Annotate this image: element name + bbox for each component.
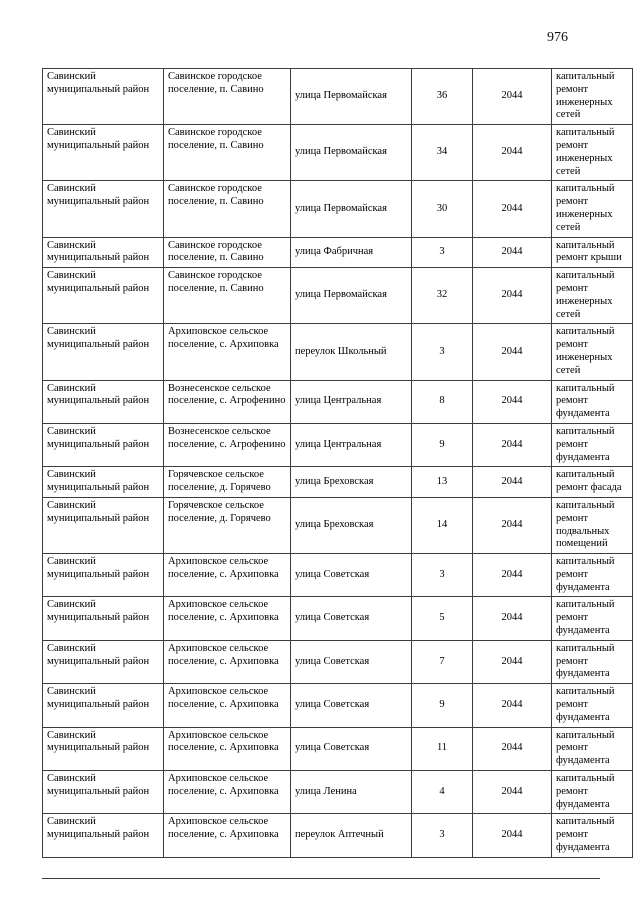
cell-work: капитальный ремонт фундамента xyxy=(552,814,633,857)
cell-work: капитальный ремонт фундамента xyxy=(552,771,633,814)
table-row xyxy=(43,771,633,814)
table-row xyxy=(43,324,633,380)
cell-year: 2044 xyxy=(473,380,552,423)
cell-year: 2044 xyxy=(473,597,552,640)
cell-house: 7 xyxy=(412,640,473,683)
cell-year: 2044 xyxy=(473,554,552,597)
cell-street: улица Бреховская xyxy=(291,497,412,553)
cell-district: Савинский муниципальный район xyxy=(43,324,164,380)
cell-district: Савинский муниципальный район xyxy=(43,125,164,181)
cell-settlement: Горячевское сельское поселение, д. Горячево xyxy=(164,497,291,553)
cell-street: улица Центральная xyxy=(291,380,412,423)
table-row xyxy=(43,423,633,466)
cell-street: улица Советская xyxy=(291,597,412,640)
repair-program-table xyxy=(42,68,633,858)
cell-district: Савинский муниципальный район xyxy=(43,497,164,553)
cell-year: 2044 xyxy=(473,181,552,237)
cell-year: 2044 xyxy=(473,268,552,324)
cell-year: 2044 xyxy=(473,237,552,268)
bottom-rule xyxy=(42,878,600,879)
cell-house: 9 xyxy=(412,684,473,727)
cell-work: капитальный ремонт фундамента xyxy=(552,423,633,466)
table-row xyxy=(43,640,633,683)
cell-district: Савинский муниципальный район xyxy=(43,771,164,814)
table-body xyxy=(43,69,633,858)
cell-work: капитальный ремонт фундамента xyxy=(552,380,633,423)
table-row xyxy=(43,125,633,181)
cell-settlement: Архиповское сельское поселение, с. Архиповка xyxy=(164,640,291,683)
cell-street: улица Бреховская xyxy=(291,467,412,498)
cell-house: 3 xyxy=(412,324,473,380)
cell-work: капитальный ремонт подвальных помещений xyxy=(552,497,633,553)
cell-work: капитальный ремонт инженерных сетей xyxy=(552,181,633,237)
cell-district: Савинский муниципальный район xyxy=(43,69,164,125)
cell-settlement: Савинское городское поселение, п. Савино xyxy=(164,237,291,268)
page-number: 976 xyxy=(547,30,568,45)
cell-house: 30 xyxy=(412,181,473,237)
cell-district: Савинский муниципальный район xyxy=(43,814,164,857)
cell-street: улица Советская xyxy=(291,640,412,683)
cell-street: улица Первомайская xyxy=(291,69,412,125)
cell-year: 2044 xyxy=(473,423,552,466)
cell-work: капитальный ремонт фасада xyxy=(552,467,633,498)
cell-district: Савинский муниципальный район xyxy=(43,640,164,683)
cell-district: Савинский муниципальный район xyxy=(43,597,164,640)
table-row xyxy=(43,727,633,770)
cell-work: капитальный ремонт фундамента xyxy=(552,554,633,597)
cell-work: капитальный ремонт инженерных сетей xyxy=(552,268,633,324)
cell-year: 2044 xyxy=(473,497,552,553)
cell-year: 2044 xyxy=(473,771,552,814)
table-row xyxy=(43,467,633,498)
cell-street: улица Советская xyxy=(291,554,412,597)
cell-settlement: Вознесенское сельское поселение, с. Агрофенино xyxy=(164,380,291,423)
cell-street: улица Фабричная xyxy=(291,237,412,268)
cell-settlement: Савинское городское поселение, п. Савино xyxy=(164,181,291,237)
cell-settlement: Савинское городское поселение, п. Савино xyxy=(164,125,291,181)
cell-house: 3 xyxy=(412,554,473,597)
cell-district: Савинский муниципальный район xyxy=(43,268,164,324)
cell-street: улица Первомайская xyxy=(291,181,412,237)
cell-district: Савинский муниципальный район xyxy=(43,237,164,268)
cell-settlement: Архиповское сельское поселение, с. Архиповка xyxy=(164,727,291,770)
cell-house: 13 xyxy=(412,467,473,498)
cell-settlement: Архиповское сельское поселение, с. Архиповка xyxy=(164,771,291,814)
table-row xyxy=(43,684,633,727)
cell-settlement: Вознесенское сельское поселение, с. Агрофенино xyxy=(164,423,291,466)
cell-district: Савинский муниципальный район xyxy=(43,380,164,423)
cell-year: 2044 xyxy=(473,125,552,181)
cell-district: Савинский муниципальный район xyxy=(43,467,164,498)
cell-settlement: Савинское городское поселение, п. Савино xyxy=(164,268,291,324)
cell-settlement: Архиповское сельское поселение, с. Архиповка xyxy=(164,597,291,640)
cell-year: 2044 xyxy=(473,640,552,683)
table-row xyxy=(43,380,633,423)
table-row xyxy=(43,69,633,125)
table-row xyxy=(43,554,633,597)
cell-district: Савинский муниципальный район xyxy=(43,181,164,237)
cell-house: 11 xyxy=(412,727,473,770)
cell-street: улица Советская xyxy=(291,684,412,727)
cell-work: капитальный ремонт фундамента xyxy=(552,597,633,640)
cell-settlement: Архиповское сельское поселение, с. Архиповка xyxy=(164,554,291,597)
cell-year: 2044 xyxy=(473,467,552,498)
cell-house: 8 xyxy=(412,380,473,423)
cell-house: 4 xyxy=(412,771,473,814)
cell-district: Савинский муниципальный район xyxy=(43,423,164,466)
cell-house: 34 xyxy=(412,125,473,181)
cell-house: 5 xyxy=(412,597,473,640)
cell-house: 36 xyxy=(412,69,473,125)
cell-district: Савинский муниципальный район xyxy=(43,554,164,597)
cell-street: переулок Аптечный xyxy=(291,814,412,857)
cell-house: 3 xyxy=(412,237,473,268)
cell-year: 2044 xyxy=(473,814,552,857)
table-row xyxy=(43,814,633,857)
table-row xyxy=(43,597,633,640)
table-row xyxy=(43,497,633,553)
cell-settlement: Горячевское сельское поселение, д. Горячево xyxy=(164,467,291,498)
cell-settlement: Архиповское сельское поселение, с. Архиповка xyxy=(164,814,291,857)
cell-year: 2044 xyxy=(473,684,552,727)
cell-district: Савинский муниципальный район xyxy=(43,684,164,727)
cell-year: 2044 xyxy=(473,69,552,125)
table-row xyxy=(43,181,633,237)
cell-year: 2044 xyxy=(473,727,552,770)
cell-year: 2044 xyxy=(473,324,552,380)
cell-street: переулок Школьный xyxy=(291,324,412,380)
cell-house: 32 xyxy=(412,268,473,324)
cell-district: Савинский муниципальный район xyxy=(43,727,164,770)
cell-street: улица Советская xyxy=(291,727,412,770)
cell-house: 9 xyxy=(412,423,473,466)
cell-work: капитальный ремонт крыши xyxy=(552,237,633,268)
cell-work: капитальный ремонт инженерных сетей xyxy=(552,69,633,125)
table-row xyxy=(43,268,633,324)
cell-street: улица Центральная xyxy=(291,423,412,466)
cell-street: улица Первомайская xyxy=(291,268,412,324)
cell-settlement: Архиповское сельское поселение, с. Архиповка xyxy=(164,684,291,727)
cell-work: капитальный ремонт инженерных сетей xyxy=(552,324,633,380)
cell-work: капитальный ремонт фундамента xyxy=(552,684,633,727)
cell-work: капитальный ремонт инженерных сетей xyxy=(552,125,633,181)
cell-street: улица Ленина xyxy=(291,771,412,814)
cell-house: 14 xyxy=(412,497,473,553)
cell-settlement: Архиповское сельское поселение, с. Архиповка xyxy=(164,324,291,380)
table-row xyxy=(43,237,633,268)
cell-work: капитальный ремонт фундамента xyxy=(552,727,633,770)
cell-work: капитальный ремонт фундамента xyxy=(552,640,633,683)
cell-settlement: Савинское городское поселение, п. Савино xyxy=(164,69,291,125)
cell-house: 3 xyxy=(412,814,473,857)
cell-street: улица Первомайская xyxy=(291,125,412,181)
